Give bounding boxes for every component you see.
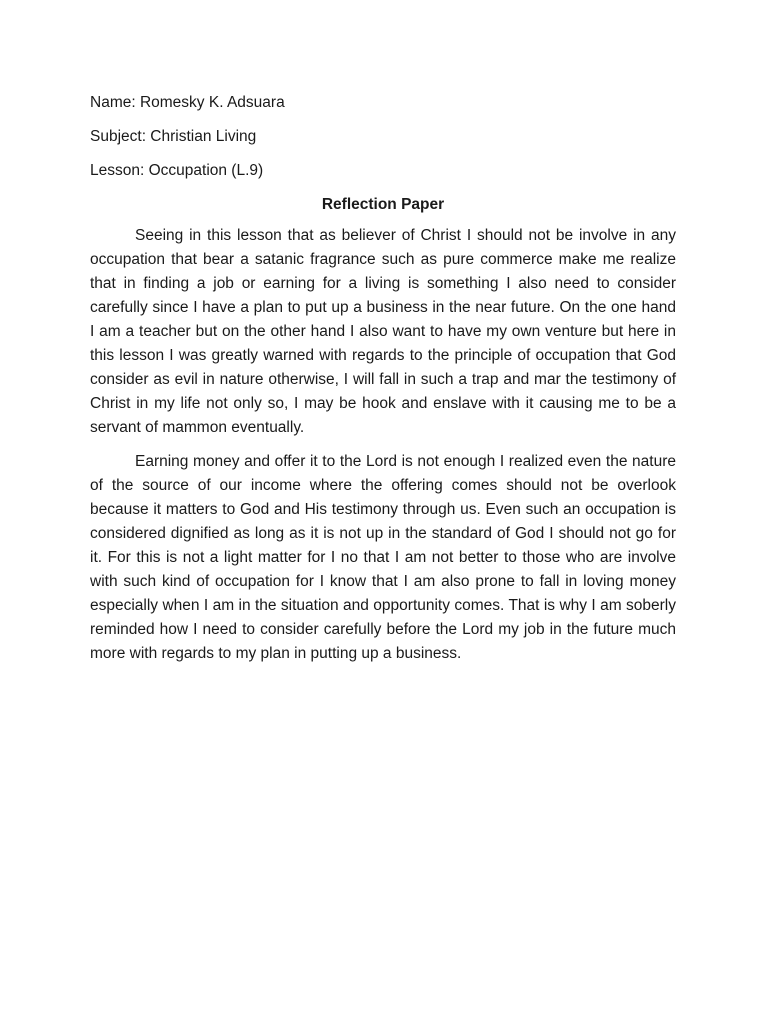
- document-body: [90, 94, 676, 676]
- paragraph-2: Earning money and offer it to the Lord is not enough I realized even the nature of the source of our income where the offering comes should not be overlook because it matters to God and His testimony through us. Even such an occupation is considered dignified as long as it is not up in the standard of God I should not go for it. For this is not a light matter for I no that I am not better to those who are involve with such kind of occupation for I know that I am also prone to fall in loving money especially when I am in the situation and opportunity comes. That is why I am soberly reminded how I need to consider carefully before the Lord my job in the future much more with regards to my plan in putting up a business.: [90, 453, 676, 662]
- name-line: Name: Romesky K. Adsuara: [90, 94, 285, 111]
- paper-title: Reflection Paper: [321, 196, 445, 213]
- lesson-line: Lesson: Occupation (L.9): [90, 162, 264, 179]
- subject-line: Subject: Christian Living: [90, 128, 257, 145]
- paragraph-1: Seeing in this lesson that as believer of Christ I should not be involve in any occupation that bear a satanic fragrance such as pure commerce make me realize that in finding a job or earning for a living is something I also need to consider carefully since I have a plan to put up a business in the near future. On the one hand I am a teacher but on the other hand I also want to have my own venture but here in this lesson I was greatly warned with regards to the principle of occupation that God consider as evil in nature otherwise, I will fall in such a trap and mar the testimony of Christ in my life not only so, I may be hook and enslave with it causing me to be a servant of mammon eventually.: [90, 227, 676, 436]
